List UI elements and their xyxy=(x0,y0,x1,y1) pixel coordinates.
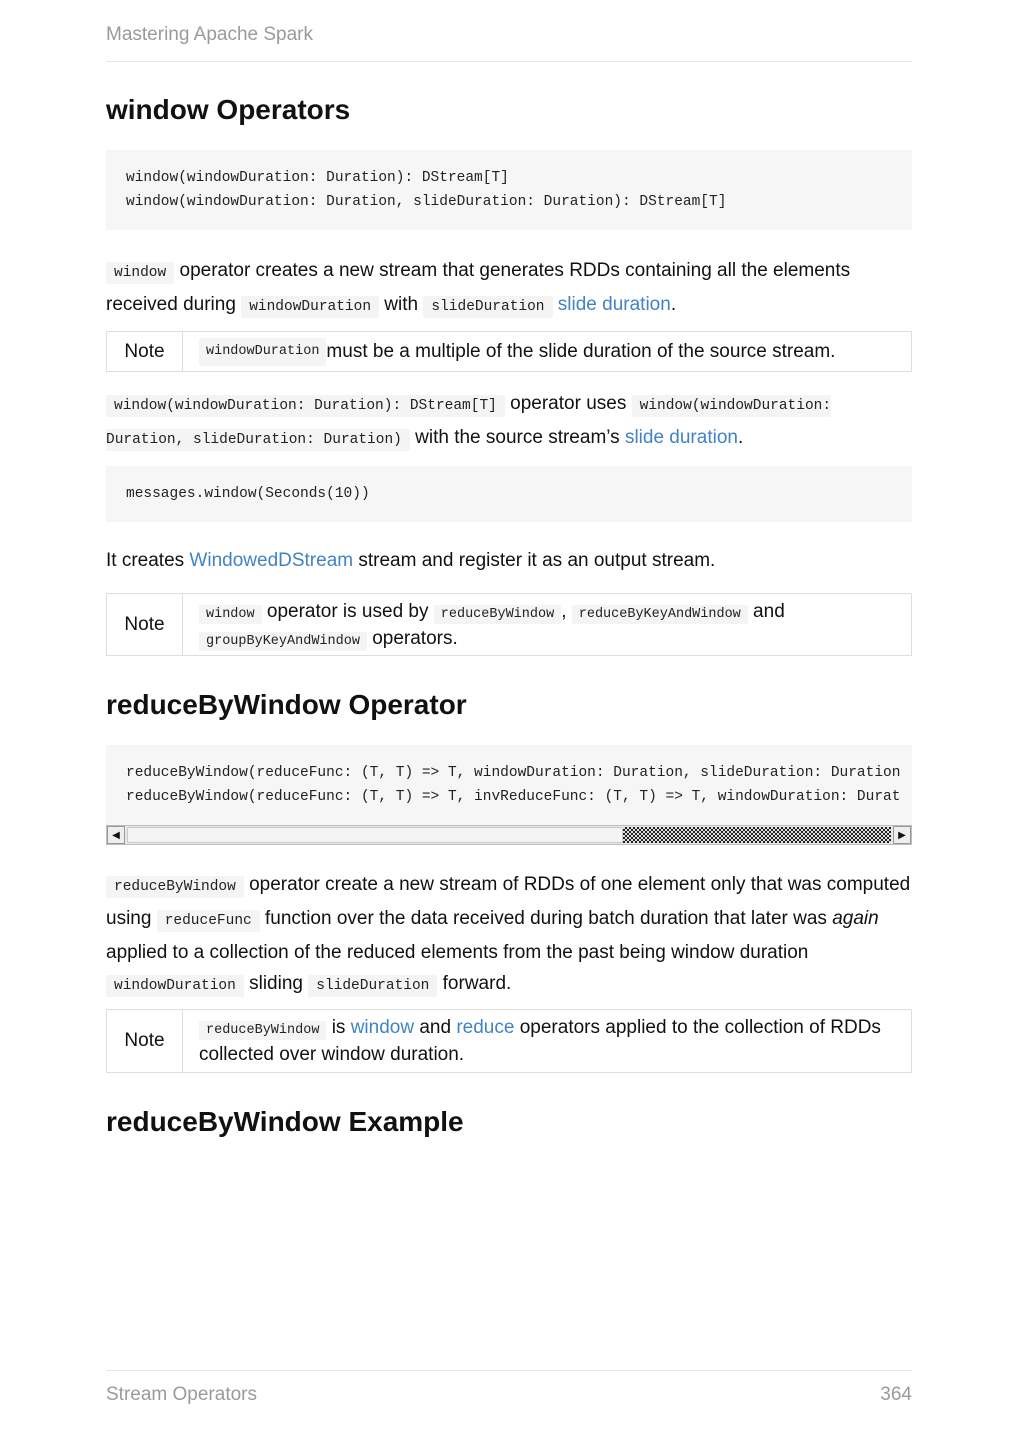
link-reduce[interactable]: reduce xyxy=(456,1017,515,1038)
text: . xyxy=(737,427,744,448)
inline-code: groupByKeyAndWindow xyxy=(199,632,367,651)
text: is xyxy=(326,1017,351,1038)
text: and xyxy=(414,1017,457,1038)
inline-code: reduceByWindow xyxy=(199,1021,326,1040)
note-label: Note xyxy=(107,594,183,655)
inline-code: reduceFunc xyxy=(157,910,260,932)
text: operator is used by xyxy=(261,601,434,622)
inline-code: slideDuration xyxy=(308,975,437,997)
note-box xyxy=(106,331,912,372)
text: stream and register it as an output stream. xyxy=(353,550,716,571)
text: . xyxy=(670,294,677,315)
text: forward. xyxy=(437,973,512,994)
scroll-right-arrow-icon[interactable]: ▶ xyxy=(893,826,911,844)
paragraph-window-description xyxy=(106,255,912,323)
text: sliding xyxy=(243,973,309,994)
inline-code: windowDuration xyxy=(106,975,244,997)
inline-code: windowDuration xyxy=(241,296,379,318)
code-line: reduceByWindow(reduceFunc: (T, T) => T, invReduceFunc: (T, T) => T, windowDuration: Durat xyxy=(126,789,901,805)
code-block-example xyxy=(106,466,912,522)
emphasis: again xyxy=(832,908,879,929)
code-line: window(windowDuration: Duration, slideDuration: Duration): DStream[T] xyxy=(126,194,727,210)
text: , xyxy=(561,601,572,622)
note-content xyxy=(183,594,801,655)
text: applied to a collection of the reduced elements from the past being window duration xyxy=(106,942,809,963)
code-block-window-signatures xyxy=(106,150,912,230)
heading-reducebywindow-operator: reduceByWindow Operator xyxy=(106,689,467,720)
page-footer xyxy=(106,1370,912,1410)
text: operators applied to the collection of RDDs collected over window duration. xyxy=(199,1017,881,1065)
paragraph-windoweddstream xyxy=(106,545,912,576)
note-box xyxy=(106,1009,912,1073)
horizontal-scrollbar[interactable] xyxy=(106,825,912,845)
scrollbar-thumb[interactable] xyxy=(127,827,623,843)
text: function over the data received during batch duration that later was xyxy=(259,908,833,929)
heading-window-operators: window Operators xyxy=(106,94,351,125)
link-slide-duration[interactable]: slide duration xyxy=(557,294,671,315)
text: operators. xyxy=(366,628,458,649)
scrollbar-track[interactable] xyxy=(623,827,891,843)
link-windoweddstream[interactable]: WindowedDStream xyxy=(189,550,354,571)
scroll-left-arrow-icon[interactable]: ◀ xyxy=(107,826,125,844)
code-line: reduceByWindow(reduceFunc: (T, T) => T, windowDuration: Duration, slideDuration: Duration xyxy=(126,765,901,781)
page-number: 364 xyxy=(880,1384,912,1405)
note-box xyxy=(106,593,912,656)
inline-code: reduceByKeyAndWindow xyxy=(572,605,748,624)
inline-code: slideDuration xyxy=(423,296,552,318)
text: and xyxy=(747,601,785,622)
inline-code: window(windowDuration: Duration, slideDuration: Duration) xyxy=(106,395,831,451)
inline-code: windowDuration xyxy=(199,338,326,366)
text: operator creates a new stream that generates RDDs containing all the elements received during xyxy=(106,260,851,315)
link-window[interactable]: window xyxy=(350,1017,415,1038)
text: must be a multiple of the slide duration of the source stream. xyxy=(326,341,836,362)
text: operator create a new stream of RDDs of one element only that was computed using xyxy=(106,874,911,929)
text: It creates xyxy=(106,550,190,571)
footer-section-title: Stream Operators xyxy=(106,1384,257,1405)
inline-code: window xyxy=(106,262,174,284)
heading-reducebywindow-example: reduceByWindow Example xyxy=(106,1106,464,1137)
inline-code: window(windowDuration: Duration): DStream[T] xyxy=(106,395,505,417)
link-slide-duration[interactable]: slide duration xyxy=(624,427,738,448)
inline-code: reduceByWindow xyxy=(434,605,561,624)
page-header xyxy=(106,24,912,62)
paragraph-reducebywindow-description xyxy=(106,869,912,1002)
code-block-reducebywindow-signatures xyxy=(106,745,912,825)
book-title: Mastering Apache Spark xyxy=(106,24,314,45)
note-label: Note xyxy=(107,332,183,371)
paragraph-window-uses xyxy=(106,388,912,456)
inline-code: reduceByWindow xyxy=(106,876,244,898)
note-content xyxy=(183,332,851,371)
note-label: Note xyxy=(107,1010,183,1072)
note-content xyxy=(183,1010,911,1072)
code-line: messages.window(Seconds(10)) xyxy=(126,486,370,502)
inline-code: window xyxy=(199,605,262,624)
text: with xyxy=(379,294,424,315)
text: operator uses xyxy=(504,393,632,414)
code-line: window(windowDuration: Duration): DStream[T] xyxy=(126,170,509,186)
text: with the source stream’s xyxy=(409,427,625,448)
